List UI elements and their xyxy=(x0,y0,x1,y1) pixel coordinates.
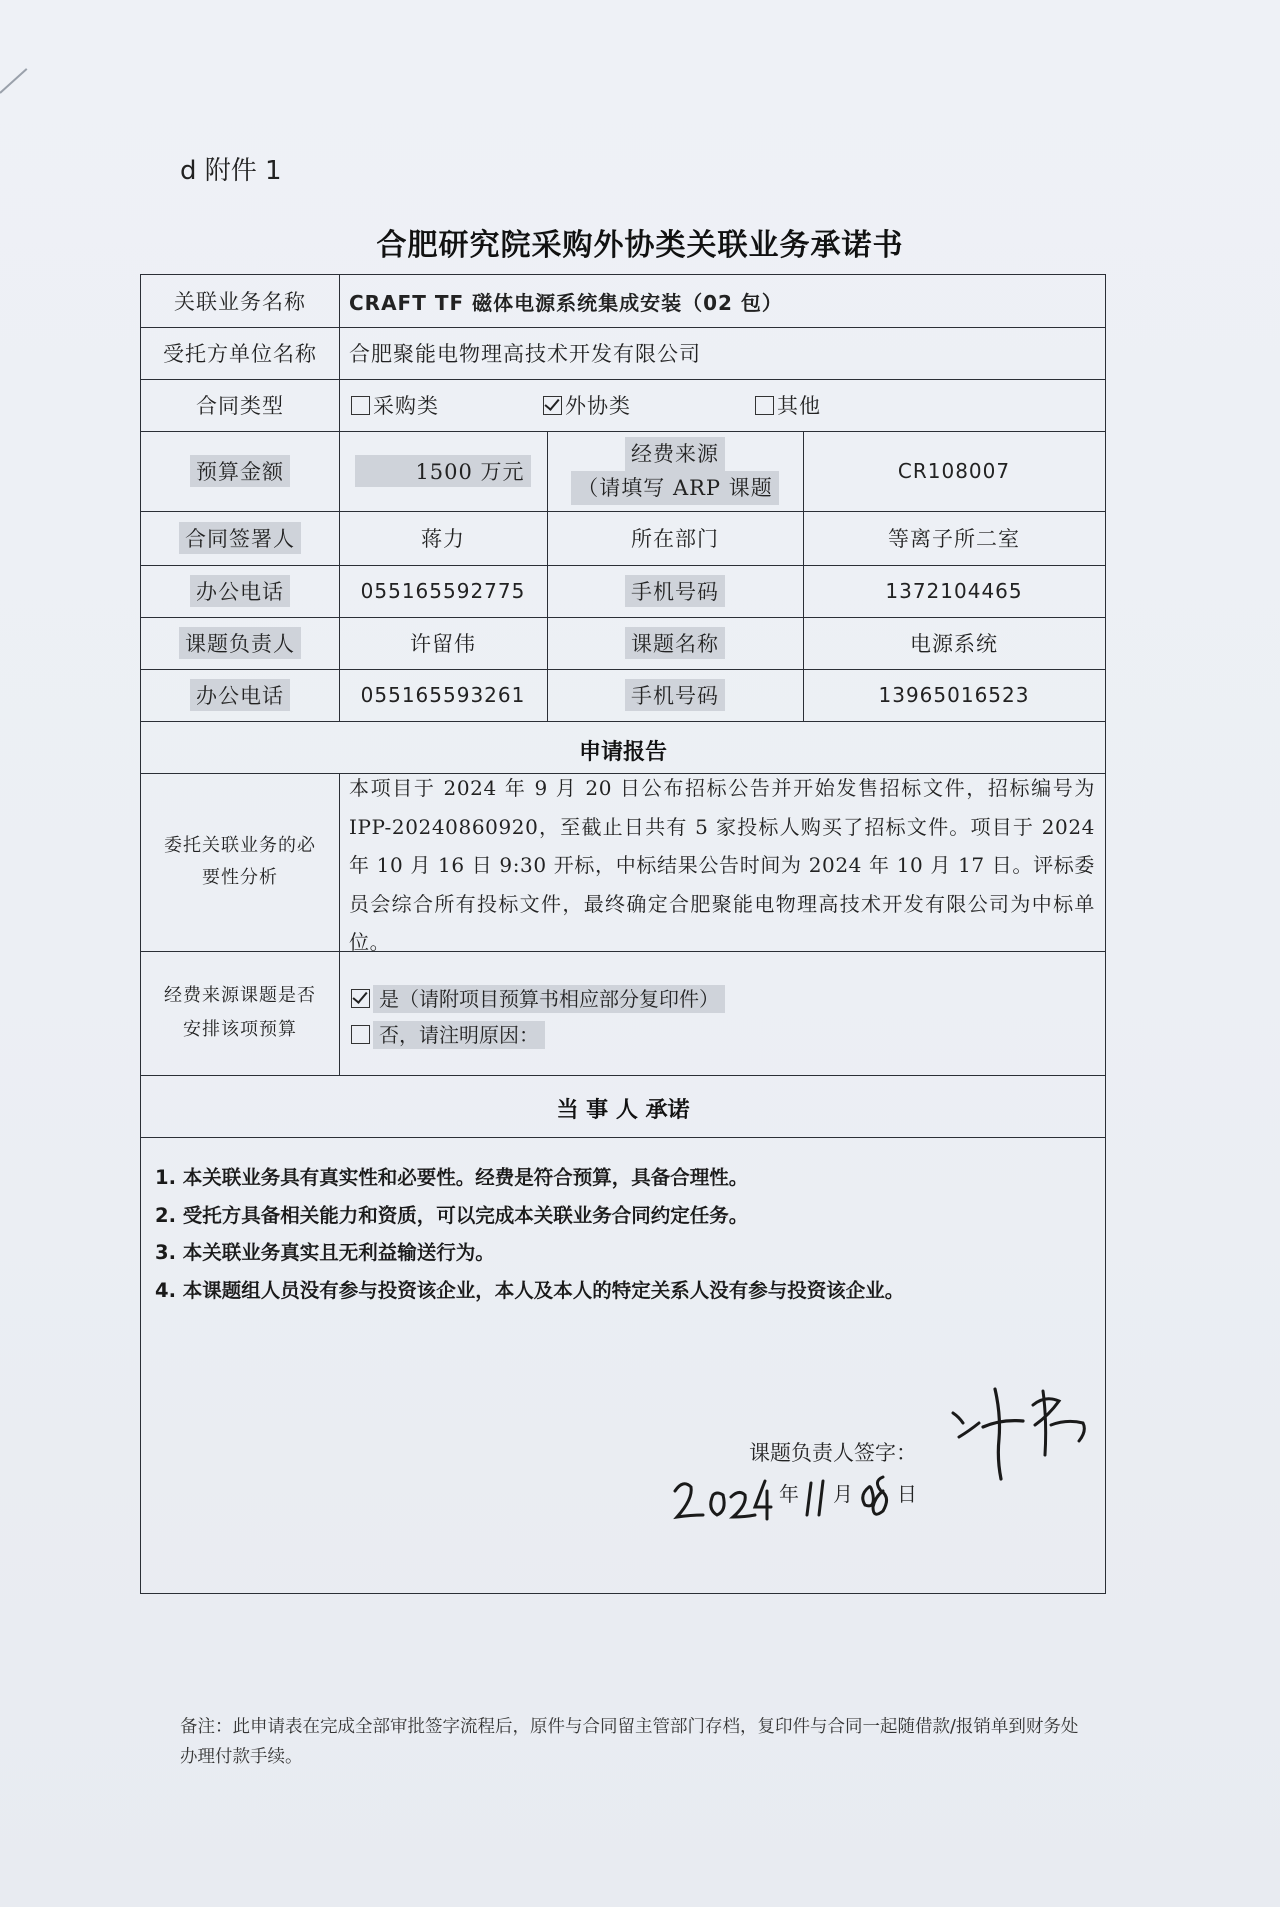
signer-value: 蒋力 xyxy=(421,527,465,551)
svg-text:日: 日 xyxy=(897,1482,917,1506)
mobile-value-1: 1372104465 xyxy=(885,579,1023,603)
fund-source-label: 经费来源 （请填写 ARP 课题 xyxy=(547,431,803,511)
footnote: 备注：此申请表在完成全部审批签字流程后，原件与合同留主管部门存档，复印件与合同一起随借款/报销单到财务处办理付款手续。 xyxy=(180,1717,1079,1767)
svg-text:年: 年 xyxy=(779,1482,799,1506)
handwritten-date xyxy=(661,1447,921,1527)
contract-type-label: 合同类型 xyxy=(196,394,284,418)
budget-no-option[interactable]: 否，请注明原因： xyxy=(351,1019,545,1048)
report-title: 申请报告 xyxy=(578,740,667,765)
office-phone-label-2: 办公电话 xyxy=(190,679,290,711)
pledge-title: 当 事 人 承诺 xyxy=(556,1098,690,1123)
handwritten-signature xyxy=(947,1375,1097,1485)
budget-value: 1500 万元 xyxy=(339,431,547,511)
checkbox-other[interactable] xyxy=(755,396,774,415)
project-name-value: 电源系统 xyxy=(910,632,998,656)
project-lead-label: 课题负责人 xyxy=(179,627,301,659)
entrusted-unit-value: 合肥聚能电物理高技术开发有限公司 xyxy=(349,342,701,366)
necessity-label: 委托关联业务的必 要性分析 xyxy=(164,835,316,888)
checkbox-outsourcing[interactable] xyxy=(543,396,562,415)
mobile-label-2: 手机号码 xyxy=(625,679,725,711)
pledge-list xyxy=(155,1159,1085,1309)
budget-yes-option[interactable]: 是（请附项目预算书相应部分复印件） xyxy=(351,983,725,1012)
option-outsourcing[interactable]: 外协类 xyxy=(543,379,743,431)
signature-label: 课题负责人签字： xyxy=(749,1441,917,1465)
signer-label: 合同签署人 xyxy=(179,522,301,554)
option-other[interactable]: 其他 xyxy=(755,379,955,431)
budget-label: 预算金额 xyxy=(141,431,339,511)
business-name-label: 关联业务名称 xyxy=(174,290,306,314)
svg-text:月: 月 xyxy=(833,1482,853,1506)
project-name-label: 课题名称 xyxy=(625,627,725,659)
option-procurement[interactable]: 采购类 xyxy=(351,379,551,431)
budget-question-label: 经费来源课题是否 安排该项预算 xyxy=(164,985,316,1040)
office-phone-value-1: 055165592775 xyxy=(360,579,526,603)
commitment-form xyxy=(140,274,1106,1594)
necessity-text: 本项目于 2024 年 9 月 20 日公布招标公告并开始发售招标文件，招标编号为 IPP-20240860920，至截止日共有 5 家投标人购买了招标文件。项目于 2024 年 10 月 16 日 9:30 开标，中标结果公告时间为 2024 年 10 月 17 日。评标委员会综合所有投标文件，最终确定合肥聚能电物理高技术开发有限公司为中标单位。 xyxy=(349,776,1095,954)
office-phone-value-2: 055165593261 xyxy=(360,683,526,707)
mobile-value-2: 13965016523 xyxy=(878,683,1030,707)
pledge-item: 3. 本关联业务真实且无利益输送行为。 xyxy=(155,1241,495,1264)
entrusted-unit-label: 受托方单位名称 xyxy=(163,342,317,366)
department-label: 所在部门 xyxy=(631,527,719,551)
business-name-value: CRAFT TF 磁体电源系统集成安装（02 包） xyxy=(349,290,783,315)
department-value: 等离子所二室 xyxy=(888,527,1020,551)
project-lead-value: 许留伟 xyxy=(410,632,476,656)
checkbox-yes[interactable] xyxy=(351,989,370,1008)
fund-source-value: CR108007 xyxy=(897,459,1011,483)
pledge-item: 4. 本课题组人员没有参与投资该企业，本人及本人的特定关系人没有参与投资该企业。 xyxy=(155,1278,905,1302)
attachment-label: d 附件 1 xyxy=(180,156,282,186)
mobile-label-1: 手机号码 xyxy=(625,575,725,607)
pledge-item: 2. 受托方具备相关能力和资质，可以完成本关联业务合同约定任务。 xyxy=(155,1203,749,1227)
checkbox-no[interactable] xyxy=(351,1025,370,1044)
office-phone-label-1: 办公电话 xyxy=(190,575,290,607)
checkbox-procurement[interactable] xyxy=(351,396,370,415)
corner-mark xyxy=(0,68,27,94)
pledge-item: 1. 本关联业务具有真实性和必要性。经费是符合预算，具备合理性。 xyxy=(155,1166,749,1189)
document-title: 合肥研究院采购外协类关联业务承诺书 xyxy=(376,228,904,263)
